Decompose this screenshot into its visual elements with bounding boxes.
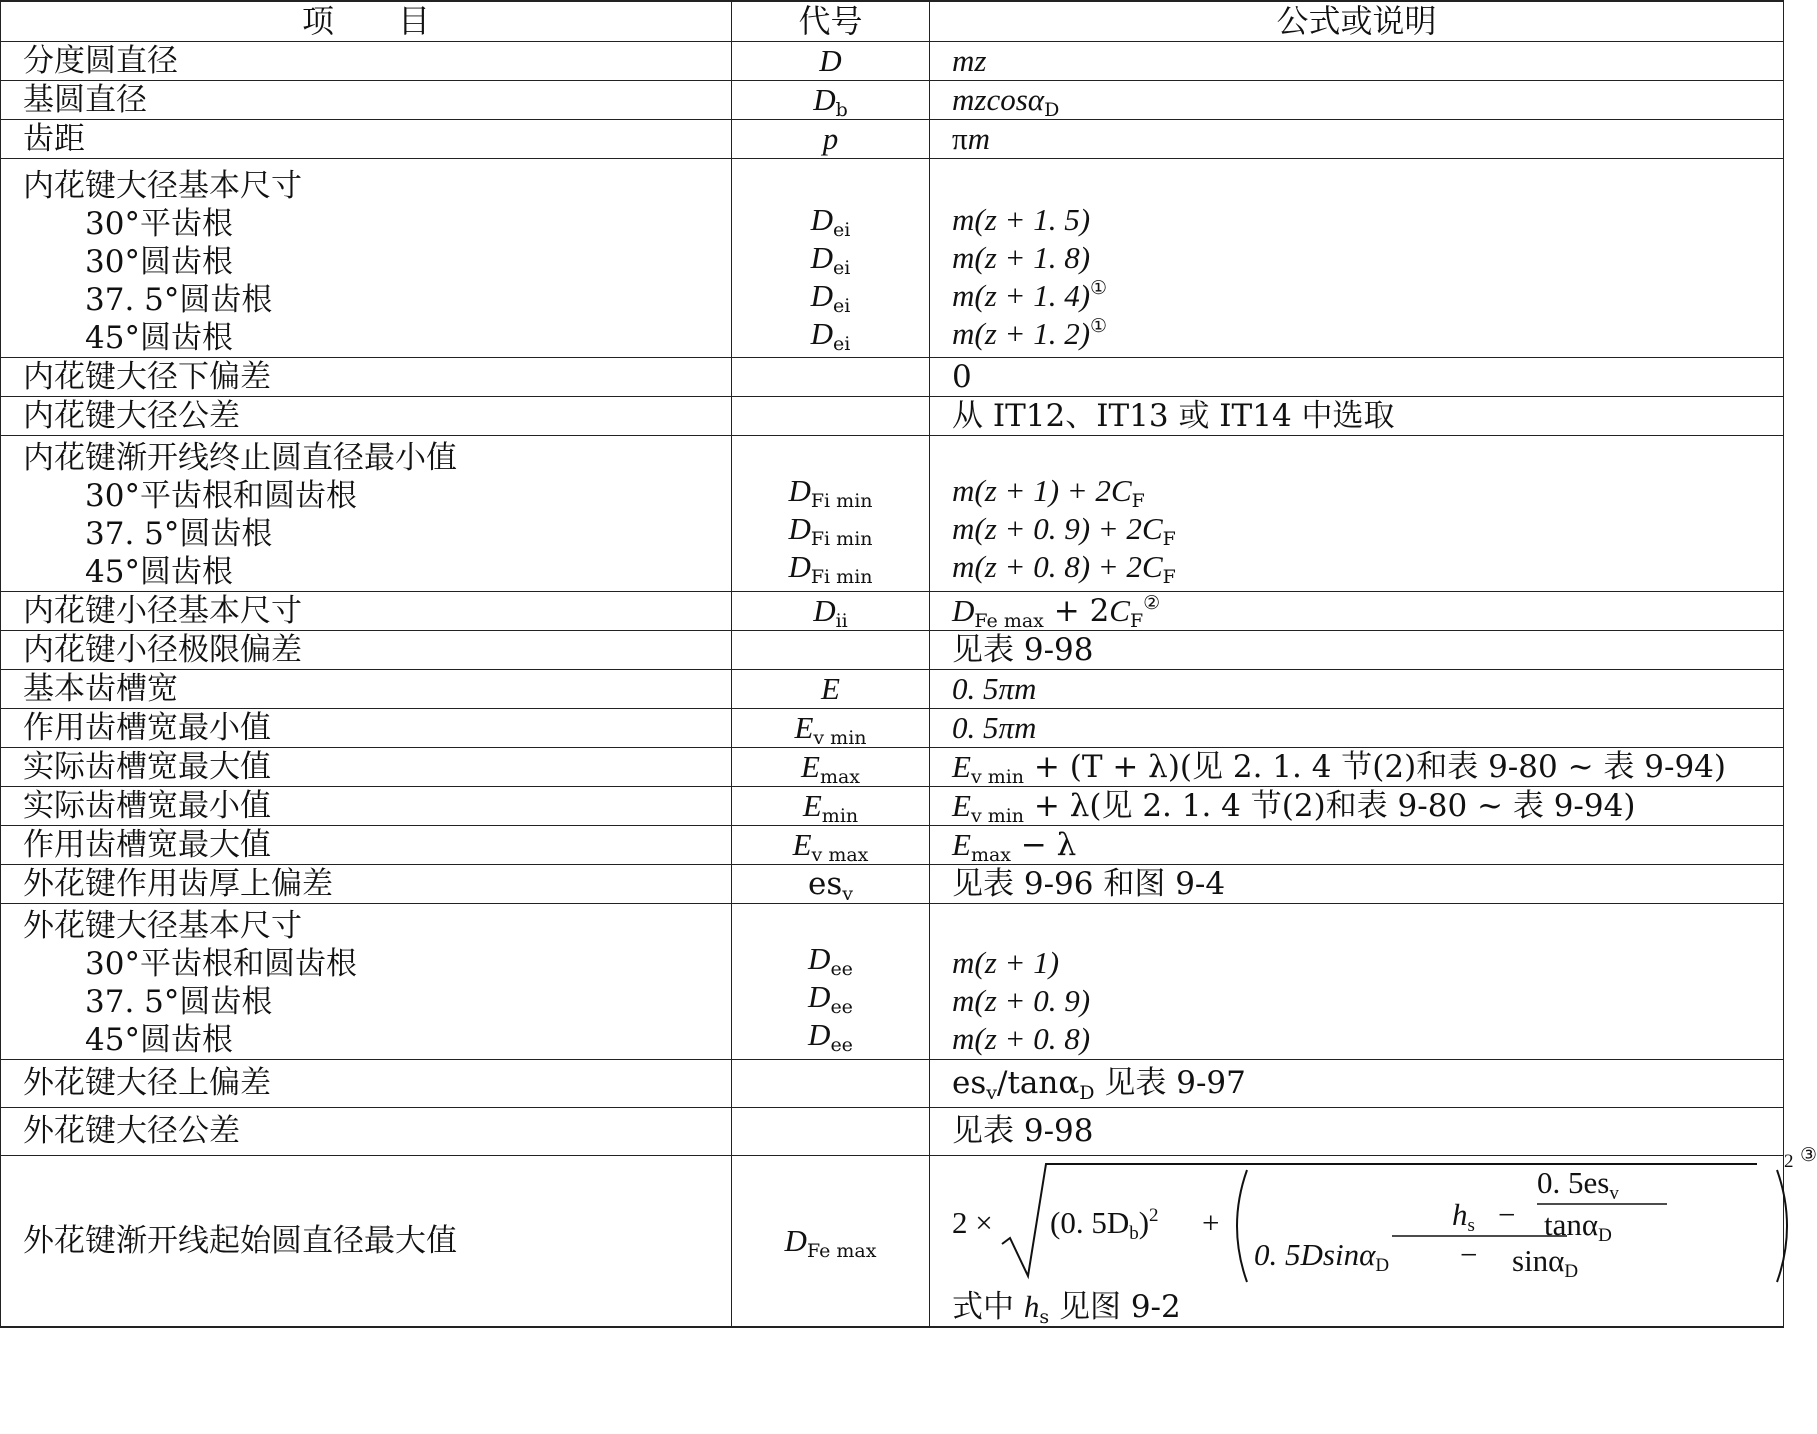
- row-code: [732, 630, 930, 669]
- row-formula: mz: [930, 41, 1784, 80]
- row-formula: 0. 5πm: [930, 669, 1784, 708]
- sub-item: 37. 5°圆齿根: [85, 515, 273, 552]
- row-formula: [930, 1144, 1817, 1328]
- table-row: [1, 903, 1784, 1059]
- footnote-marker: ②: [1143, 591, 1161, 614]
- row-label: 实际齿槽宽最大值: [1, 747, 732, 786]
- table-row: [1, 435, 1784, 591]
- sub-item: 30°平齿根和圆齿根: [85, 945, 357, 982]
- formula-note: 式中 $h_s$ 见图 9-2: [952, 1288, 1181, 1328]
- row-code: $E_{v min}$: [732, 708, 930, 747]
- row-code: $E_{min}$: [732, 786, 930, 825]
- sub-item: 37. 5°圆齿根: [85, 281, 273, 318]
- header-code: 代号: [732, 1, 930, 41]
- sub-item: 30°平齿根和圆齿根: [85, 477, 357, 514]
- row-label: 实际齿槽宽最小值: [1, 786, 732, 825]
- row-formula: 0. 5πm: [930, 708, 1784, 747]
- row-label: 基圆直径: [1, 80, 732, 119]
- row-code: p: [732, 119, 930, 158]
- row-code: $E_{max}$: [732, 747, 930, 786]
- row-code: $D_{Fi min}$ $D_{Fi min}$ $D_{Fi min}$: [732, 435, 930, 591]
- row-label: 外花键大径基本尺寸 30°平齿根和圆齿根 37. 5°圆齿根 45°圆齿根: [1, 903, 732, 1059]
- row-label: 内花键小径基本尺寸: [1, 591, 732, 630]
- row-formula: 从 IT12、IT13 或 IT14 中选取: [930, 396, 1784, 435]
- row-formula: 见表 9-96 和图 9-4: [930, 864, 1784, 903]
- row-code: [732, 1059, 930, 1107]
- header-row: [1, 1, 1784, 41]
- row-code: $D_{Fe max}$: [732, 1155, 930, 1327]
- table-row: [1, 591, 1784, 630]
- row-label: 内花键大径下偏差: [1, 357, 732, 396]
- row-label: 外花键渐开线起始圆直径最大值: [1, 1155, 732, 1327]
- sqrt-formula: 2 × (0. $5D_b)^2$ + 0. 5Dsinα$_D$ − $h_s$ − 0. $5es_v$ tanα$_D$ sinα$_D$ 2 ③: [952, 1156, 1772, 1286]
- table-row: [1, 158, 1784, 357]
- row-code: [732, 396, 930, 435]
- sub-item: 45°圆齿根: [85, 1021, 233, 1058]
- row-formula: $m(z + 1) + 2C_F$ m(z + 0. $9) + 2C_F$ m(z + 0. $8) + 2C_F$: [930, 435, 1784, 591]
- row-code: $D_b$: [732, 80, 930, 119]
- row-label: 外花键大径公差: [1, 1107, 732, 1155]
- row-formula: 见表 9-98: [930, 630, 1784, 669]
- footnote-marker: ①: [1090, 314, 1108, 337]
- row-code: $D_{ee}$ $D_{ee}$ $D_{ee}$: [732, 903, 930, 1059]
- table-row: [1, 1059, 1784, 1107]
- row-code: E: [732, 669, 930, 708]
- row-formula: $D_{Fe max} + 2C_F^②$: [930, 591, 1784, 630]
- row-label: 内花键渐开线终止圆直径最小值 30°平齿根和圆齿根 37. 5°圆齿根 45°圆齿根: [1, 435, 732, 591]
- sub-item: 45°圆齿根: [85, 319, 233, 356]
- table-row: [1, 747, 1784, 786]
- row-code: [732, 357, 930, 396]
- row-label: 外花键作用齿厚上偏差: [1, 864, 732, 903]
- row-formula: m(z + 1) m(z + 0. 9) m(z + 0. 8): [930, 903, 1784, 1059]
- sub-item: 30°平齿根: [85, 205, 233, 242]
- row-formula: $E_{max} - \lambda$: [930, 825, 1784, 864]
- row-label: 内花键大径公差: [1, 396, 732, 435]
- table-row: [1, 357, 1784, 396]
- sub-item: 30°圆齿根: [85, 243, 233, 280]
- row-code: $es_v$: [732, 864, 930, 903]
- table-row: [1, 864, 1784, 903]
- footnote-marker: ①: [1090, 276, 1108, 299]
- row-code: [732, 1107, 930, 1155]
- row-code: D: [732, 41, 930, 80]
- table-row: [1, 1155, 1784, 1327]
- row-formula: 见表 9-98: [930, 1107, 1784, 1155]
- row-label: 内花键大径基本尺寸 30°平齿根 30°圆齿根 37. 5°圆齿根 45°圆齿根: [1, 158, 732, 357]
- row-label: 作用齿槽宽最大值: [1, 825, 732, 864]
- table-row: [1, 1107, 1784, 1155]
- row-code: $D_{ii}$: [732, 591, 930, 630]
- row-formula: 0: [930, 357, 1784, 396]
- table-row: [1, 708, 1784, 747]
- row-label: 外花键大径上偏差: [1, 1059, 732, 1107]
- row-formula: $E_{v min} + \lambda$(见 2. 1. 4 节(2)和表 9-80 ~ 表 9-94): [930, 786, 1784, 825]
- row-label: 内花键小径极限偏差: [1, 630, 732, 669]
- row-formula: πm: [930, 119, 1784, 158]
- table-row: [1, 669, 1784, 708]
- sub-item: 37. 5°圆齿根: [85, 983, 273, 1020]
- row-formula: m(z + 1. 5) m(z + 1. 8) m(z + 1. 4)① m(z + 1. 2)①: [930, 158, 1784, 357]
- table-row: [1, 630, 1784, 669]
- row-formula: $es_v/\tan\alpha_D$ 见表 9-97: [930, 1059, 1784, 1107]
- row-label: 分度圆直径: [1, 41, 732, 80]
- header-item: 项 目: [1, 1, 732, 41]
- row-label: 基本齿槽宽: [1, 669, 732, 708]
- table-row: [1, 786, 1784, 825]
- row-formula: $E_{v min} + (T + \lambda)$(见 2. 1. 4 节(2)和表 9-80 ~ 表 9-94): [930, 747, 1784, 786]
- table-row: [1, 41, 1784, 80]
- table-row: [1, 119, 1784, 158]
- sub-item: 45°圆齿根: [85, 553, 233, 590]
- table-row: [1, 80, 1784, 119]
- row-label: 作用齿槽宽最小值: [1, 708, 732, 747]
- row-code: $D_{ei}$ $D_{ei}$ $D_{ei}$ $D_{ei}$: [732, 158, 930, 357]
- row-code: $E_{v max}$: [732, 825, 930, 864]
- table-row: [1, 825, 1784, 864]
- row-label: 齿距: [1, 119, 732, 158]
- table-row: [1, 396, 1784, 435]
- row-formula: mzcosα$_D$: [930, 80, 1784, 119]
- header-formula: 公式或说明: [930, 1, 1784, 41]
